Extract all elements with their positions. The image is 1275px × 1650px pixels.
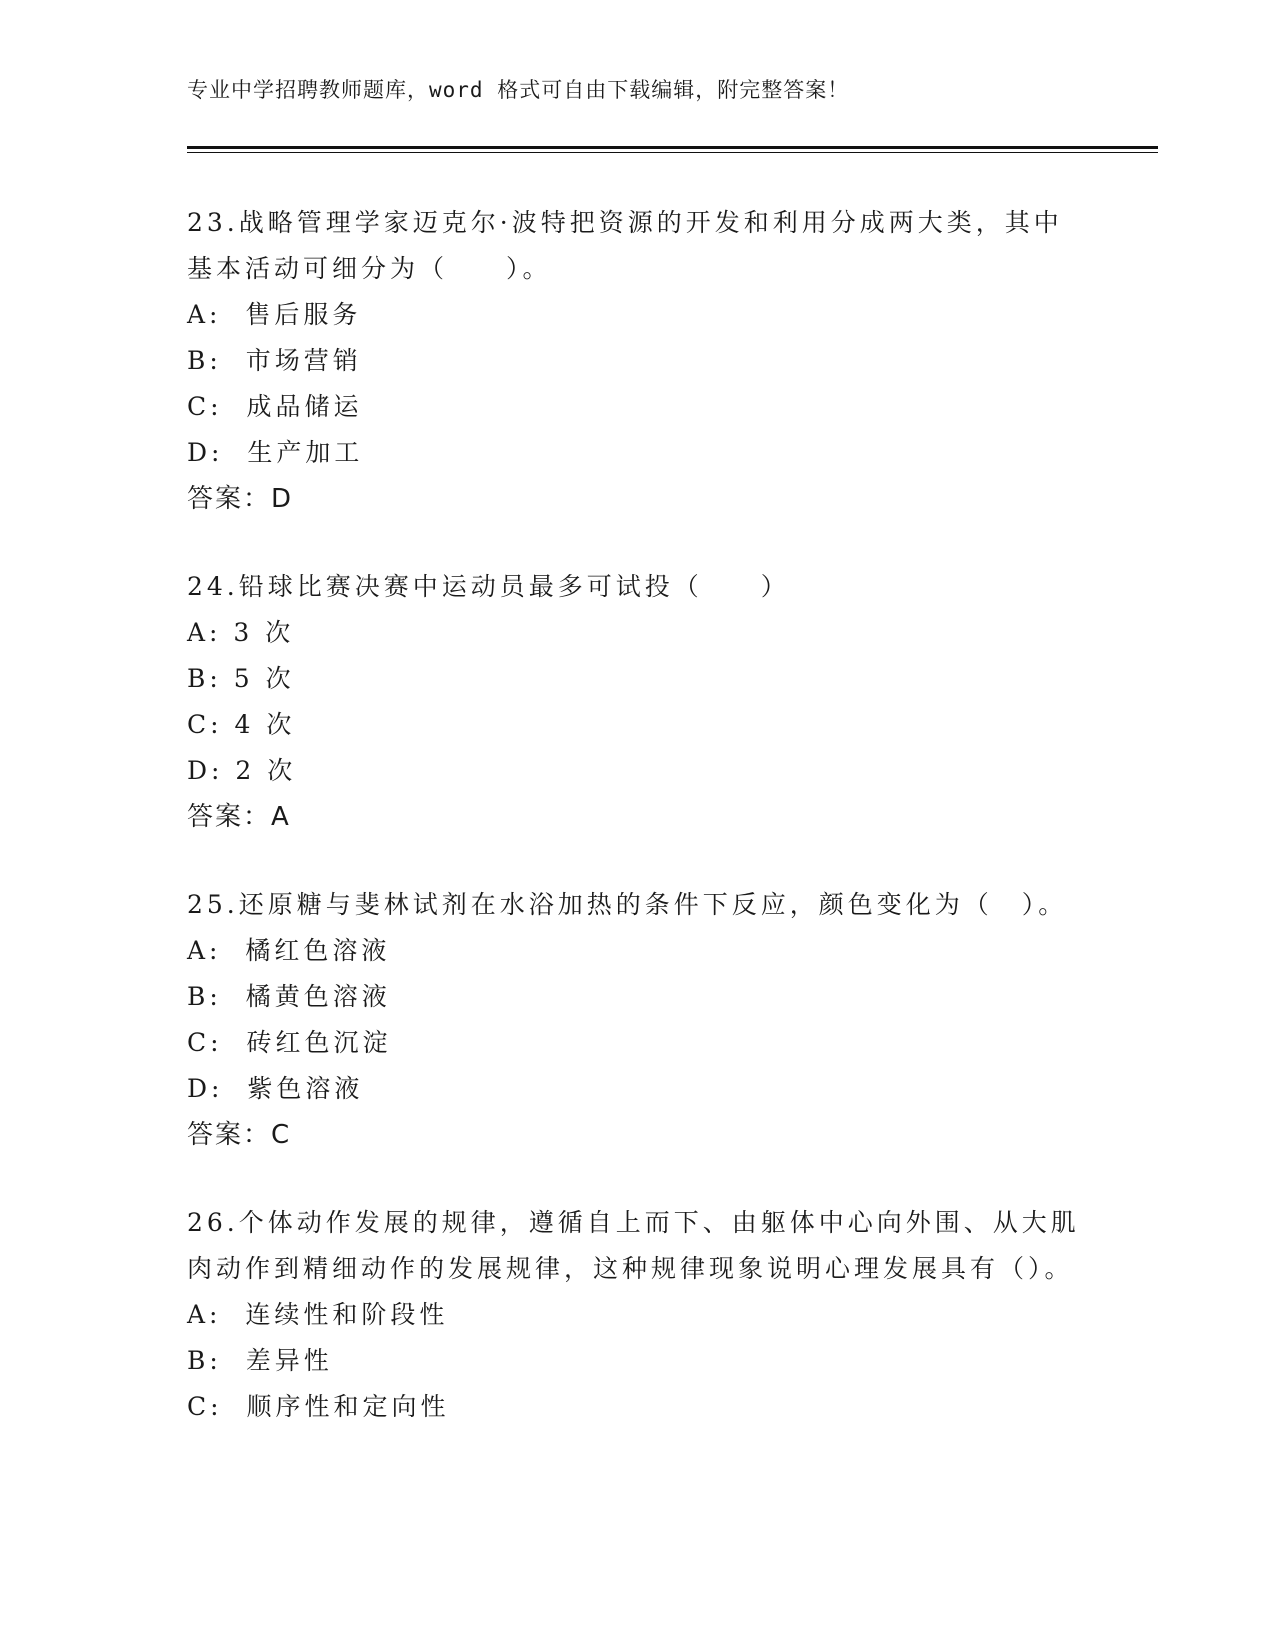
option-d: D: 2 次 [187, 756, 297, 785]
question-24 [187, 564, 1087, 840]
option-a: A: 售后服务 [187, 300, 362, 329]
option-c: C: 4 次 [187, 710, 296, 739]
question-list [187, 200, 1087, 1472]
question-23 [187, 200, 1087, 522]
question-stem: 23.战略管理学家迈克尔·波特把资源的开发和利用分成两大类，其中基本活动可细分为（ ）。 [187, 208, 1063, 283]
answer-label: 答案：D [187, 484, 294, 514]
question-26 [187, 1200, 1087, 1430]
option-c: C: 顺序性和定向性 [187, 1392, 450, 1421]
question-25 [187, 882, 1087, 1158]
header-divider-thick [187, 146, 1158, 149]
question-stem: 25.还原糖与斐林试剂在水浴加热的条件下反应，颜色变化为（ ）。 [187, 890, 1068, 919]
header-divider-thin [187, 152, 1158, 153]
option-b: B: 5 次 [187, 664, 295, 693]
option-b: B: 差异性 [187, 1346, 333, 1375]
option-b: B: 橘黄色溶液 [187, 982, 391, 1011]
option-a: A: 3 次 [187, 618, 295, 647]
option-c: C: 成品储运 [187, 392, 363, 421]
option-d: D: 紫色溶液 [187, 1074, 364, 1103]
answer-label: 答案：A [187, 802, 291, 832]
page-header: 专业中学招聘教师题库，word 格式可自由下载编辑，附完整答案！ [187, 78, 850, 102]
option-a: A: 橘红色溶液 [187, 936, 391, 965]
option-a: A: 连续性和阶段性 [187, 1300, 449, 1329]
answer-label: 答案：C [187, 1120, 292, 1150]
question-stem: 24.铅球比赛决赛中运动员最多可试投（ ） [187, 572, 790, 601]
option-d: D: 生产加工 [187, 438, 364, 467]
question-stem: 26.个体动作发展的规律，遵循自上而下、由躯体中心向外围、从大肌肉动作到精细动作的发展规律，这种规律现象说明心理发展具有（）。 [187, 1208, 1080, 1283]
option-b: B: 市场营销 [187, 346, 362, 375]
option-c: C: 砖红色沉淀 [187, 1028, 392, 1057]
